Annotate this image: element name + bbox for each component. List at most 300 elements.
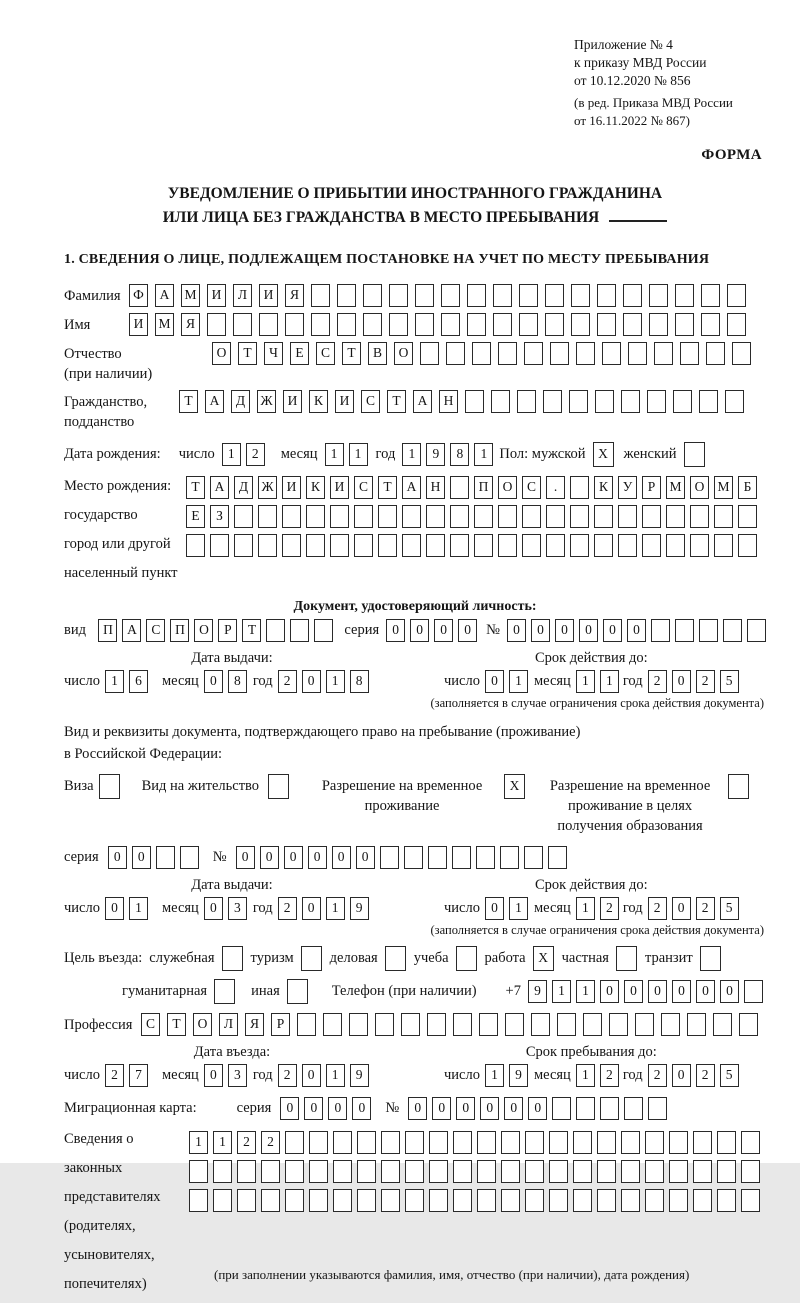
char-box-empty[interactable]	[450, 534, 469, 557]
char-box-empty[interactable]	[573, 1131, 592, 1154]
char-box-filled[interactable]: З	[210, 505, 229, 528]
char-box-empty[interactable]	[402, 534, 421, 557]
char-box-filled[interactable]: 2	[278, 670, 297, 693]
char-box-empty[interactable]	[669, 1189, 688, 1212]
char-box-filled[interactable]: 0	[456, 1097, 475, 1120]
char-box-filled[interactable]: 1	[222, 443, 241, 466]
char-box-empty[interactable]	[415, 313, 434, 336]
char-box-empty[interactable]	[207, 313, 226, 336]
char-box-empty[interactable]	[693, 1131, 712, 1154]
char-box-filled[interactable]: 2	[246, 443, 265, 466]
char-box-filled[interactable]: А	[402, 476, 421, 499]
char-box-filled[interactable]: 1	[576, 897, 595, 920]
char-box-empty[interactable]	[268, 774, 289, 799]
char-box-empty[interactable]	[684, 442, 705, 467]
char-box-empty[interactable]	[465, 390, 484, 413]
char-box-filled[interactable]: Б	[738, 476, 757, 499]
char-box-filled[interactable]: Л	[219, 1013, 238, 1036]
char-box-empty[interactable]	[549, 1131, 568, 1154]
char-box-empty[interactable]	[501, 1189, 520, 1212]
char-box-filled[interactable]: 9	[528, 980, 547, 1003]
char-box-empty[interactable]	[595, 390, 614, 413]
char-box-empty[interactable]	[258, 534, 277, 557]
char-box-filled[interactable]: Я	[245, 1013, 264, 1036]
char-box-empty[interactable]	[649, 313, 668, 336]
char-box-filled[interactable]: 0	[236, 846, 255, 869]
char-box-empty[interactable]	[505, 1013, 524, 1036]
char-box-filled[interactable]: Т	[342, 342, 361, 365]
char-box-empty[interactable]	[354, 505, 373, 528]
char-box-filled[interactable]: 2	[600, 897, 619, 920]
char-box-filled[interactable]: И	[283, 390, 302, 413]
char-box-empty[interactable]	[493, 284, 512, 307]
char-box-empty[interactable]	[600, 1097, 619, 1120]
char-box-empty[interactable]	[330, 534, 349, 557]
char-box-filled[interactable]: И	[330, 476, 349, 499]
char-box-empty[interactable]	[501, 1131, 520, 1154]
char-box-filled[interactable]: 1	[189, 1131, 208, 1154]
char-box-filled[interactable]: К	[594, 476, 613, 499]
char-box-filled[interactable]: 6	[129, 670, 148, 693]
char-box-empty[interactable]	[621, 1189, 640, 1212]
char-box-empty[interactable]	[570, 505, 589, 528]
char-box-empty[interactable]	[549, 1189, 568, 1212]
char-box-empty[interactable]	[693, 1189, 712, 1212]
char-box-empty[interactable]	[453, 1160, 472, 1183]
char-box-filled[interactable]: С	[522, 476, 541, 499]
char-box-empty[interactable]	[571, 284, 590, 307]
char-box-empty[interactable]	[570, 534, 589, 557]
char-box-empty[interactable]	[210, 534, 229, 557]
char-box-empty[interactable]	[222, 946, 243, 971]
char-box-filled[interactable]: С	[141, 1013, 160, 1036]
char-box-empty[interactable]	[647, 390, 666, 413]
char-box-empty[interactable]	[690, 534, 709, 557]
char-box-filled[interactable]: И	[259, 284, 278, 307]
char-box-empty[interactable]	[156, 846, 175, 869]
char-box-filled[interactable]: М	[155, 313, 174, 336]
char-box-filled[interactable]: Д	[231, 390, 250, 413]
char-box-filled[interactable]: О	[498, 476, 517, 499]
char-box-empty[interactable]	[546, 505, 565, 528]
char-box-empty[interactable]	[405, 1131, 424, 1154]
char-box-empty[interactable]	[429, 1160, 448, 1183]
char-box-empty[interactable]	[337, 313, 356, 336]
char-box-empty[interactable]	[237, 1189, 256, 1212]
char-box-filled[interactable]: А	[122, 619, 141, 642]
char-box-empty[interactable]	[266, 619, 285, 642]
char-box-filled[interactable]: 0	[480, 1097, 499, 1120]
char-box-filled[interactable]: 1	[326, 897, 345, 920]
char-box-empty[interactable]	[738, 534, 757, 557]
char-box-empty[interactable]	[186, 534, 205, 557]
char-box-filled[interactable]: 1	[105, 670, 124, 693]
char-box-empty[interactable]	[597, 1131, 616, 1154]
char-box-empty[interactable]	[623, 313, 642, 336]
char-box-empty[interactable]	[597, 1189, 616, 1212]
char-box-filled[interactable]: Р	[271, 1013, 290, 1036]
char-box-filled[interactable]: Д	[234, 476, 253, 499]
char-box-filled[interactable]: Я	[181, 313, 200, 336]
char-box-empty[interactable]	[467, 313, 486, 336]
char-box-empty[interactable]	[645, 1131, 664, 1154]
char-box-empty[interactable]	[621, 390, 640, 413]
char-box-filled[interactable]: Т	[179, 390, 198, 413]
char-box-empty[interactable]	[669, 1131, 688, 1154]
char-box-empty[interactable]	[259, 313, 278, 336]
char-box-filled[interactable]: 0	[284, 846, 303, 869]
char-box-empty[interactable]	[429, 1189, 448, 1212]
char-box-filled[interactable]: О	[193, 1013, 212, 1036]
char-box-empty[interactable]	[498, 534, 517, 557]
char-box-empty[interactable]	[261, 1189, 280, 1212]
char-box-filled[interactable]: В	[368, 342, 387, 365]
char-box-filled[interactable]: Р	[642, 476, 661, 499]
char-box-empty[interactable]	[725, 390, 744, 413]
char-box-empty[interactable]	[616, 946, 637, 971]
char-box-filled[interactable]: 2	[696, 1064, 715, 1087]
char-box-filled[interactable]: 0	[332, 846, 351, 869]
char-box-empty[interactable]	[180, 846, 199, 869]
char-box-empty[interactable]	[727, 313, 746, 336]
char-box-empty[interactable]	[491, 390, 510, 413]
char-box-filled[interactable]: А	[205, 390, 224, 413]
char-box-empty[interactable]	[285, 1189, 304, 1212]
char-box-empty[interactable]	[456, 946, 477, 971]
char-box-filled[interactable]: 0	[302, 1064, 321, 1087]
char-box-empty[interactable]	[524, 846, 543, 869]
char-box-empty[interactable]	[427, 1013, 446, 1036]
char-box-filled[interactable]: 1	[129, 897, 148, 920]
char-box-empty[interactable]	[700, 946, 721, 971]
char-box-empty[interactable]	[402, 505, 421, 528]
char-box-filled[interactable]: 0	[624, 980, 643, 1003]
char-box-empty[interactable]	[624, 1097, 643, 1120]
char-box-empty[interactable]	[728, 774, 749, 799]
char-box-filled[interactable]: 7	[129, 1064, 148, 1087]
char-box-filled[interactable]: М	[666, 476, 685, 499]
char-box-empty[interactable]	[261, 1160, 280, 1183]
char-box-filled[interactable]: 9	[426, 443, 445, 466]
char-box-filled[interactable]: Т	[238, 342, 257, 365]
char-box-filled[interactable]: 1	[326, 1064, 345, 1087]
char-box-filled[interactable]: 0	[132, 846, 151, 869]
char-box-empty[interactable]	[713, 1013, 732, 1036]
char-box-filled[interactable]: 9	[509, 1064, 528, 1087]
char-box-empty[interactable]	[597, 313, 616, 336]
char-box-filled[interactable]: 1	[576, 980, 595, 1003]
char-box-empty[interactable]	[666, 505, 685, 528]
char-box-filled[interactable]: 2	[237, 1131, 256, 1154]
char-box-empty[interactable]	[645, 1160, 664, 1183]
char-box-empty[interactable]	[493, 313, 512, 336]
char-box-empty[interactable]	[333, 1160, 352, 1183]
char-box-empty[interactable]	[498, 505, 517, 528]
char-box-empty[interactable]	[479, 1013, 498, 1036]
char-box-filled[interactable]: 2	[261, 1131, 280, 1154]
char-box-empty[interactable]	[628, 342, 647, 365]
char-box-filled[interactable]: 5	[720, 1064, 739, 1087]
char-box-empty[interactable]	[744, 980, 763, 1003]
char-box-empty[interactable]	[323, 1013, 342, 1036]
char-box-filled[interactable]: Л	[233, 284, 252, 307]
char-box-empty[interactable]	[415, 284, 434, 307]
char-box-filled[interactable]: 1	[485, 1064, 504, 1087]
char-box-empty[interactable]	[517, 390, 536, 413]
char-box-empty[interactable]	[363, 284, 382, 307]
char-box-empty[interactable]	[570, 476, 589, 499]
char-box-empty[interactable]	[441, 313, 460, 336]
char-box-filled[interactable]: И	[282, 476, 301, 499]
char-box-empty[interactable]	[389, 284, 408, 307]
char-box-empty[interactable]	[524, 342, 543, 365]
char-box-empty[interactable]	[441, 284, 460, 307]
char-box-filled[interactable]: Т	[186, 476, 205, 499]
char-box-empty[interactable]	[666, 534, 685, 557]
char-box-empty[interactable]	[618, 505, 637, 528]
char-box-empty[interactable]	[642, 534, 661, 557]
char-box-empty[interactable]	[472, 342, 491, 365]
char-box-empty[interactable]	[621, 1160, 640, 1183]
char-box-empty[interactable]	[576, 1097, 595, 1120]
char-box-filled[interactable]: 0	[302, 670, 321, 693]
char-box-empty[interactable]	[618, 534, 637, 557]
char-box-filled[interactable]: Н	[426, 476, 445, 499]
char-box-filled[interactable]: 1	[213, 1131, 232, 1154]
char-box-filled[interactable]: 0	[555, 619, 574, 642]
char-box-empty[interactable]	[525, 1131, 544, 1154]
char-box-filled[interactable]: 0	[648, 980, 667, 1003]
char-box-empty[interactable]	[474, 505, 493, 528]
char-box-filled[interactable]: 0	[328, 1097, 347, 1120]
char-box-empty[interactable]	[301, 946, 322, 971]
char-box-empty[interactable]	[309, 1160, 328, 1183]
char-box-filled[interactable]: И	[129, 313, 148, 336]
char-box-empty[interactable]	[701, 284, 720, 307]
char-box-filled[interactable]: 0	[434, 619, 453, 642]
char-box-empty[interactable]	[717, 1160, 736, 1183]
char-box-filled[interactable]: 0	[672, 897, 691, 920]
char-box-empty[interactable]	[519, 313, 538, 336]
char-box-empty[interactable]	[333, 1131, 352, 1154]
char-box-empty[interactable]	[378, 505, 397, 528]
char-box-filled[interactable]: 2	[696, 670, 715, 693]
char-box-empty[interactable]	[498, 342, 517, 365]
char-box-filled[interactable]: П	[474, 476, 493, 499]
char-box-empty[interactable]	[519, 284, 538, 307]
char-box-empty[interactable]	[573, 1189, 592, 1212]
char-box-empty[interactable]	[213, 1189, 232, 1212]
char-box-empty[interactable]	[739, 1013, 758, 1036]
char-box-empty[interactable]	[609, 1013, 628, 1036]
char-box-empty[interactable]	[401, 1013, 420, 1036]
char-box-empty[interactable]	[428, 846, 447, 869]
char-box-filled[interactable]: 1	[349, 443, 368, 466]
char-box-filled[interactable]: М	[181, 284, 200, 307]
char-box-empty[interactable]	[621, 1131, 640, 1154]
char-box-empty[interactable]	[477, 1189, 496, 1212]
char-box-empty[interactable]	[576, 342, 595, 365]
char-box-empty[interactable]	[602, 342, 621, 365]
char-box-empty[interactable]	[467, 284, 486, 307]
char-box-filled[interactable]: О	[394, 342, 413, 365]
char-box-filled[interactable]: И	[207, 284, 226, 307]
char-box-filled[interactable]: 0	[458, 619, 477, 642]
char-box-filled[interactable]: X	[504, 774, 525, 799]
char-box-empty[interactable]	[501, 1160, 520, 1183]
char-box-filled[interactable]: X	[593, 442, 614, 467]
char-box-empty[interactable]	[297, 1013, 316, 1036]
char-box-filled[interactable]: 0	[204, 670, 223, 693]
char-box-empty[interactable]	[405, 1189, 424, 1212]
char-box-empty[interactable]	[550, 342, 569, 365]
char-box-empty[interactable]	[741, 1189, 760, 1212]
char-box-empty[interactable]	[476, 846, 495, 869]
char-box-empty[interactable]	[714, 534, 733, 557]
char-box-empty[interactable]	[693, 1160, 712, 1183]
char-box-empty[interactable]	[189, 1160, 208, 1183]
char-box-filled[interactable]: 1	[552, 980, 571, 1003]
char-box-empty[interactable]	[548, 846, 567, 869]
char-box-empty[interactable]	[380, 846, 399, 869]
char-box-filled[interactable]: 0	[386, 619, 405, 642]
char-box-filled[interactable]: Т	[387, 390, 406, 413]
char-box-empty[interactable]	[309, 1131, 328, 1154]
char-box-filled[interactable]: 0	[304, 1097, 323, 1120]
char-box-empty[interactable]	[381, 1131, 400, 1154]
char-box-empty[interactable]	[573, 1160, 592, 1183]
char-box-empty[interactable]	[474, 534, 493, 557]
char-box-empty[interactable]	[699, 619, 718, 642]
char-box-empty[interactable]	[675, 284, 694, 307]
char-box-empty[interactable]	[357, 1189, 376, 1212]
char-box-filled[interactable]: 2	[278, 897, 297, 920]
char-box-empty[interactable]	[357, 1131, 376, 1154]
char-box-empty[interactable]	[306, 505, 325, 528]
char-box-empty[interactable]	[669, 1160, 688, 1183]
char-box-empty[interactable]	[723, 619, 742, 642]
char-box-empty[interactable]	[569, 390, 588, 413]
char-box-filled[interactable]: 0	[260, 846, 279, 869]
char-box-filled[interactable]: 1	[509, 670, 528, 693]
char-box-empty[interactable]	[453, 1013, 472, 1036]
char-box-filled[interactable]: Т	[242, 619, 261, 642]
char-box-empty[interactable]	[311, 313, 330, 336]
char-box-filled[interactable]: Т	[378, 476, 397, 499]
char-box-filled[interactable]: 9	[350, 1064, 369, 1087]
char-box-filled[interactable]: 1	[576, 1064, 595, 1087]
char-box-filled[interactable]: .	[546, 476, 565, 499]
char-box-empty[interactable]	[477, 1160, 496, 1183]
char-box-empty[interactable]	[583, 1013, 602, 1036]
char-box-filled[interactable]: 1	[402, 443, 421, 466]
char-box-empty[interactable]	[385, 946, 406, 971]
char-box-empty[interactable]	[99, 774, 120, 799]
char-box-empty[interactable]	[453, 1131, 472, 1154]
char-box-empty[interactable]	[234, 534, 253, 557]
char-box-empty[interactable]	[333, 1189, 352, 1212]
char-box-empty[interactable]	[450, 476, 469, 499]
char-box-empty[interactable]	[741, 1131, 760, 1154]
char-box-filled[interactable]: 0	[204, 897, 223, 920]
char-box-empty[interactable]	[545, 284, 564, 307]
char-box-empty[interactable]	[717, 1189, 736, 1212]
char-box-filled[interactable]: 8	[450, 443, 469, 466]
char-box-empty[interactable]	[594, 534, 613, 557]
char-box-filled[interactable]: О	[690, 476, 709, 499]
char-box-empty[interactable]	[290, 619, 309, 642]
char-box-empty[interactable]	[214, 979, 235, 1004]
char-box-empty[interactable]	[452, 846, 471, 869]
char-box-filled[interactable]: Ф	[129, 284, 148, 307]
char-box-filled[interactable]: 0	[720, 980, 739, 1003]
char-box-filled[interactable]: Е	[186, 505, 205, 528]
char-box-empty[interactable]	[311, 284, 330, 307]
char-box-empty[interactable]	[450, 505, 469, 528]
char-box-empty[interactable]	[337, 284, 356, 307]
char-box-filled[interactable]: 1	[600, 670, 619, 693]
char-box-filled[interactable]: 0	[672, 980, 691, 1003]
char-box-filled[interactable]: 5	[720, 897, 739, 920]
char-box-empty[interactable]	[420, 342, 439, 365]
char-box-filled[interactable]: 2	[648, 670, 667, 693]
char-box-empty[interactable]	[258, 505, 277, 528]
char-box-empty[interactable]	[717, 1131, 736, 1154]
char-box-empty[interactable]	[747, 619, 766, 642]
char-box-filled[interactable]: С	[361, 390, 380, 413]
char-box-filled[interactable]: 1	[325, 443, 344, 466]
char-box-empty[interactable]	[282, 505, 301, 528]
char-box-filled[interactable]: Ж	[258, 476, 277, 499]
char-box-filled[interactable]: X	[533, 946, 554, 971]
char-box-filled[interactable]: 0	[672, 1064, 691, 1087]
char-box-filled[interactable]: 1	[509, 897, 528, 920]
char-box-filled[interactable]: 0	[204, 1064, 223, 1087]
char-box-empty[interactable]	[381, 1160, 400, 1183]
char-box-filled[interactable]: 0	[531, 619, 550, 642]
char-box-filled[interactable]: 3	[228, 1064, 247, 1087]
char-box-filled[interactable]: 2	[105, 1064, 124, 1087]
char-box-filled[interactable]: П	[170, 619, 189, 642]
char-box-filled[interactable]: Н	[439, 390, 458, 413]
char-box-empty[interactable]	[557, 1013, 576, 1036]
char-box-empty[interactable]	[357, 1160, 376, 1183]
char-box-filled[interactable]: 0	[356, 846, 375, 869]
char-box-filled[interactable]: 0	[579, 619, 598, 642]
char-box-empty[interactable]	[405, 1160, 424, 1183]
char-box-filled[interactable]: Ж	[257, 390, 276, 413]
char-box-filled[interactable]: 8	[228, 670, 247, 693]
char-box-empty[interactable]	[429, 1131, 448, 1154]
char-box-empty[interactable]	[732, 342, 751, 365]
char-box-empty[interactable]	[282, 534, 301, 557]
char-box-empty[interactable]	[354, 534, 373, 557]
char-box-empty[interactable]	[285, 1160, 304, 1183]
char-box-filled[interactable]: 0	[308, 846, 327, 869]
char-box-empty[interactable]	[378, 534, 397, 557]
char-box-empty[interactable]	[500, 846, 519, 869]
char-box-empty[interactable]	[649, 284, 668, 307]
char-box-filled[interactable]: О	[194, 619, 213, 642]
char-box-empty[interactable]	[233, 313, 252, 336]
char-box-empty[interactable]	[642, 505, 661, 528]
char-box-filled[interactable]: 0	[627, 619, 646, 642]
char-box-empty[interactable]	[285, 313, 304, 336]
char-box-empty[interactable]	[404, 846, 423, 869]
char-box-empty[interactable]	[623, 284, 642, 307]
char-box-empty[interactable]	[381, 1189, 400, 1212]
char-box-empty[interactable]	[552, 1097, 571, 1120]
